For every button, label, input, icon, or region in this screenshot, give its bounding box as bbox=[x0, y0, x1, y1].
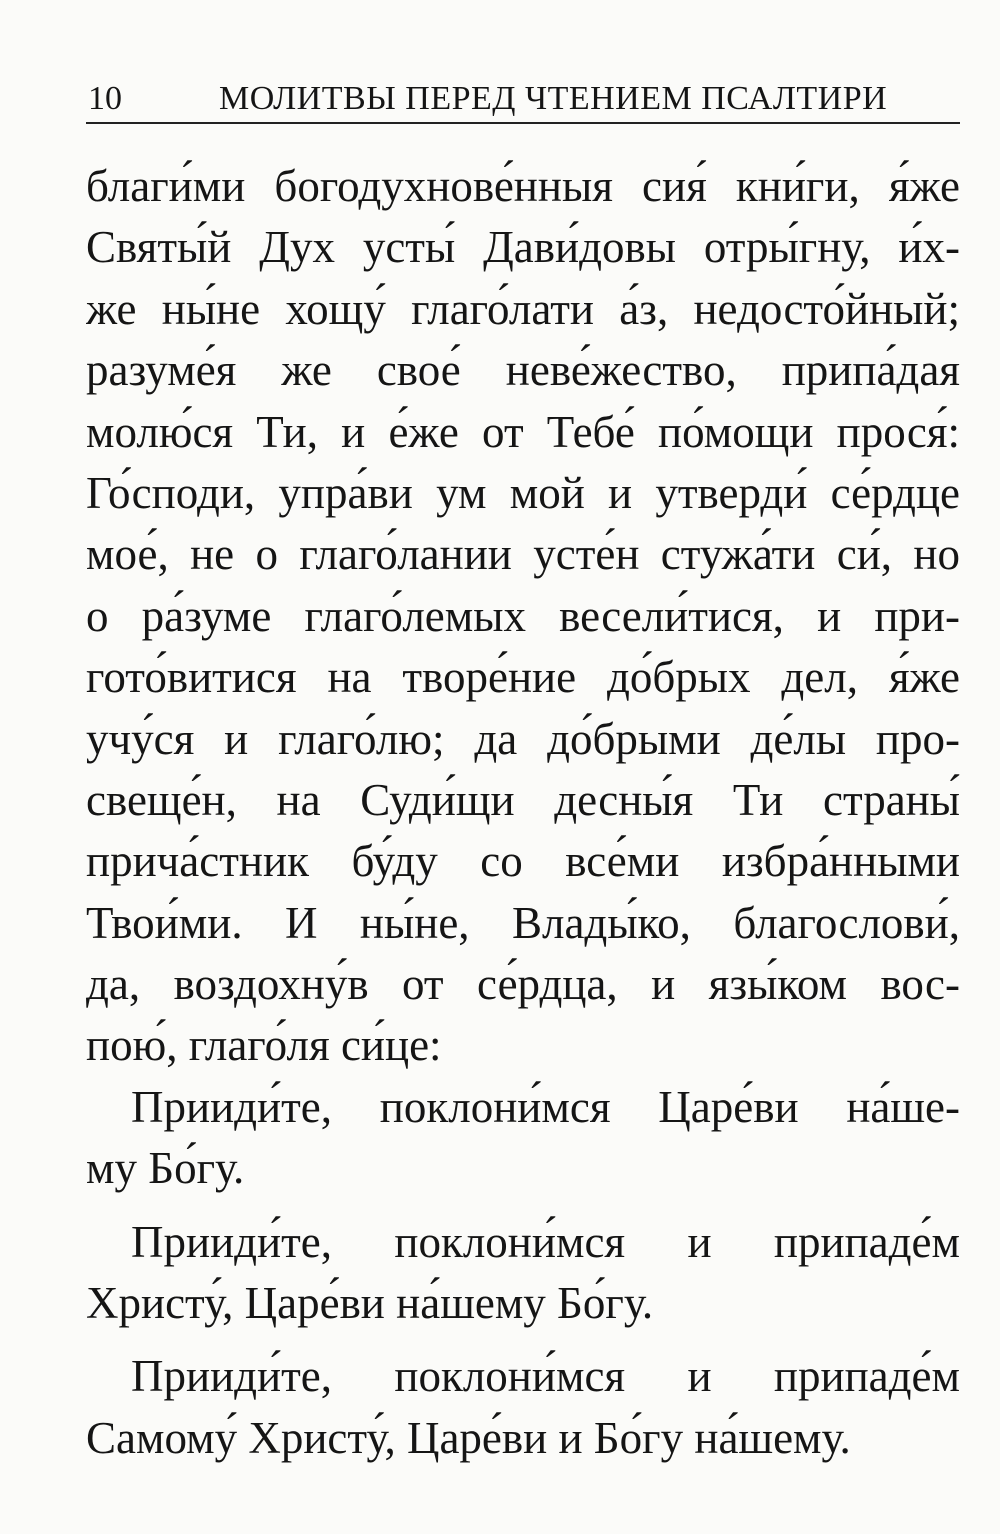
text-line: гото́витися на творе́ние до́брых дел, я́же bbox=[86, 652, 960, 703]
text-line: прича́стник бу́ду со все́ми избра́нными bbox=[86, 836, 960, 887]
text-line: учу́ся и глаго́лю; да до́брыми де́лы про- bbox=[86, 713, 960, 764]
text-line: разуме́я же свое́ неве́жество, припа́дая bbox=[86, 345, 960, 396]
text-line: же ны́не хощу́ глаго́лати а́з, недосто́йный; bbox=[86, 283, 960, 334]
text-line: Твои́ми. И ны́не, Влады́ко, благослови́, bbox=[86, 897, 960, 948]
paragraph-3 bbox=[86, 1212, 960, 1335]
running-header bbox=[86, 76, 960, 124]
paragraph-spacing bbox=[86, 1200, 960, 1212]
text-line: Го́споди, упра́ви ум мой и утверди́ се́рдце bbox=[86, 467, 960, 518]
text-line: благи́ми богодухнове́нныя сия́ кни́ги, я́же bbox=[86, 161, 960, 211]
text-line: Прииди́те, поклони́мся и припаде́м bbox=[131, 1351, 960, 1402]
text-line: Святы́й Дух усты́ Дави́довы отры́гну, и́х- bbox=[86, 222, 960, 273]
text-line: молю́ся Ти, и е́же от Тебе́ по́мощи прося́: bbox=[86, 406, 960, 457]
text-line: да, воздохну́в от се́рдца, и язы́ком вос- bbox=[86, 959, 960, 1010]
page-number: 10 bbox=[88, 80, 122, 117]
body-text bbox=[86, 156, 960, 1469]
text-line: Прииди́те, поклони́мся Царе́ви на́ше- bbox=[131, 1081, 960, 1132]
text-line: мое́, не о глаго́лании усте́н стужа́ти си́, но bbox=[86, 529, 960, 580]
text-line: свеще́н, на Суди́щи десны́я Ти страны́ bbox=[86, 774, 960, 825]
paragraph-spacing bbox=[86, 1334, 960, 1346]
text-line: пою́, глаго́ля си́це: bbox=[86, 1020, 442, 1071]
paragraph-1 bbox=[86, 156, 960, 1077]
paragraph-2 bbox=[86, 1077, 960, 1200]
text-line: Христу́, Царе́ви на́шему Бо́гу. bbox=[86, 1278, 654, 1329]
text-line: му Бо́гу. bbox=[86, 1143, 245, 1194]
text-line: о ра́зуме глаго́лемых весели́тися, и при- bbox=[86, 590, 960, 641]
running-title: МОЛИТВЫ ПЕРЕД ЧТЕНИЕМ ПСАЛТИРИ bbox=[219, 80, 888, 117]
text-line: Самому́ Христу́, Царе́ви и Бо́гу на́шему. bbox=[86, 1412, 851, 1463]
text-line: Прииди́те, поклони́мся и припаде́м bbox=[131, 1216, 960, 1267]
paragraph-4 bbox=[86, 1346, 960, 1469]
